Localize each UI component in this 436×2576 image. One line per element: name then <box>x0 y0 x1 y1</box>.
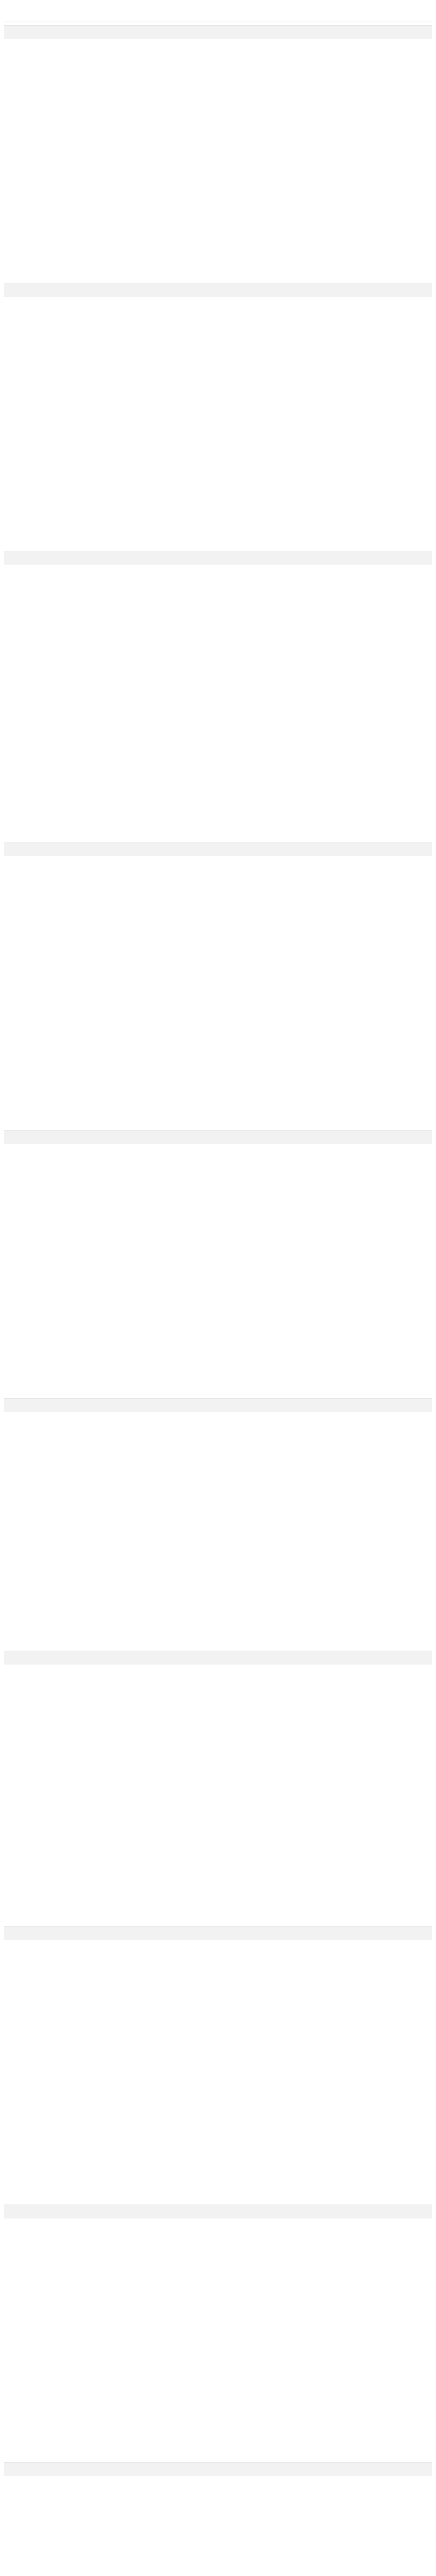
paragraph <box>6 578 430 586</box>
paragraph <box>6 879 430 887</box>
paragraph <box>6 1943 430 1951</box>
page-section <box>4 1398 432 1651</box>
paragraph <box>6 1688 430 1696</box>
paragraph <box>6 1189 430 1196</box>
paragraph <box>6 1456 430 1464</box>
page-section <box>4 1130 432 1398</box>
page-section <box>4 1926 432 2205</box>
paragraph <box>6 310 430 318</box>
paragraph <box>6 1168 430 1176</box>
paragraph <box>6 568 430 575</box>
paragraph <box>6 94 430 101</box>
page-section <box>4 842 432 1130</box>
paragraph <box>6 900 430 908</box>
paragraph <box>6 2510 430 2518</box>
paragraph <box>6 1699 430 1706</box>
paragraph <box>6 1974 430 1982</box>
paragraph <box>6 73 430 81</box>
paragraph <box>6 859 430 867</box>
paragraph <box>6 1668 430 1675</box>
paragraph <box>6 1995 430 2003</box>
page-section <box>4 551 432 842</box>
paragraph <box>6 351 430 359</box>
paragraph <box>6 114 430 122</box>
paragraph <box>6 1467 430 1475</box>
paragraph <box>6 1147 430 1155</box>
paragraph <box>6 869 430 877</box>
paragraph <box>6 2222 430 2229</box>
paragraph <box>6 1436 430 1444</box>
paragraph <box>6 619 430 627</box>
paragraph <box>6 2273 430 2281</box>
paragraph <box>6 2252 430 2260</box>
paragraph <box>6 1678 430 1686</box>
paragraph <box>6 1415 430 1423</box>
paragraph <box>6 331 430 338</box>
paragraph <box>6 300 430 308</box>
page-header <box>4 551 432 565</box>
paragraph <box>6 1426 430 1433</box>
paragraph <box>6 2232 430 2240</box>
paragraph <box>6 1446 430 1454</box>
paragraph <box>6 2489 430 2497</box>
paragraph <box>6 1985 430 1992</box>
paragraph <box>6 2531 430 2538</box>
paragraph <box>6 53 430 60</box>
page-header <box>4 1399 432 1412</box>
paragraph <box>6 1964 430 1972</box>
paragraph <box>6 2500 430 2507</box>
paragraph <box>6 63 430 71</box>
paragraph <box>6 2242 430 2250</box>
paragraph <box>6 588 430 596</box>
page-section <box>4 1651 432 1926</box>
paragraph <box>6 2479 430 2487</box>
page-section <box>4 2462 432 2576</box>
page-header <box>4 1927 432 1940</box>
paragraph <box>6 1178 430 1186</box>
paragraph <box>6 2263 430 2270</box>
document-title <box>4 3 432 22</box>
paragraph <box>6 104 430 112</box>
page-header <box>4 1131 432 1144</box>
page-section <box>4 283 432 551</box>
paragraph <box>6 83 430 91</box>
page-header <box>4 2205 432 2218</box>
page-header <box>4 26 432 39</box>
paragraph <box>6 1709 430 1717</box>
paragraph <box>6 1719 430 1727</box>
paragraph <box>6 341 430 349</box>
paragraph <box>6 1199 430 1207</box>
paragraph <box>6 910 430 918</box>
paragraph <box>6 2520 430 2528</box>
paragraph <box>6 890 430 897</box>
paragraph <box>6 1158 430 1165</box>
paragraph <box>6 599 430 606</box>
paragraph <box>6 320 430 328</box>
page-header <box>4 283 432 297</box>
page-header <box>4 2463 432 2476</box>
paragraph <box>6 1954 430 1961</box>
page-header <box>4 1651 432 1665</box>
page-section <box>4 2205 432 2462</box>
paragraph <box>6 609 430 617</box>
page-section <box>4 25 432 283</box>
paragraph <box>6 42 430 50</box>
page-header <box>4 842 432 856</box>
